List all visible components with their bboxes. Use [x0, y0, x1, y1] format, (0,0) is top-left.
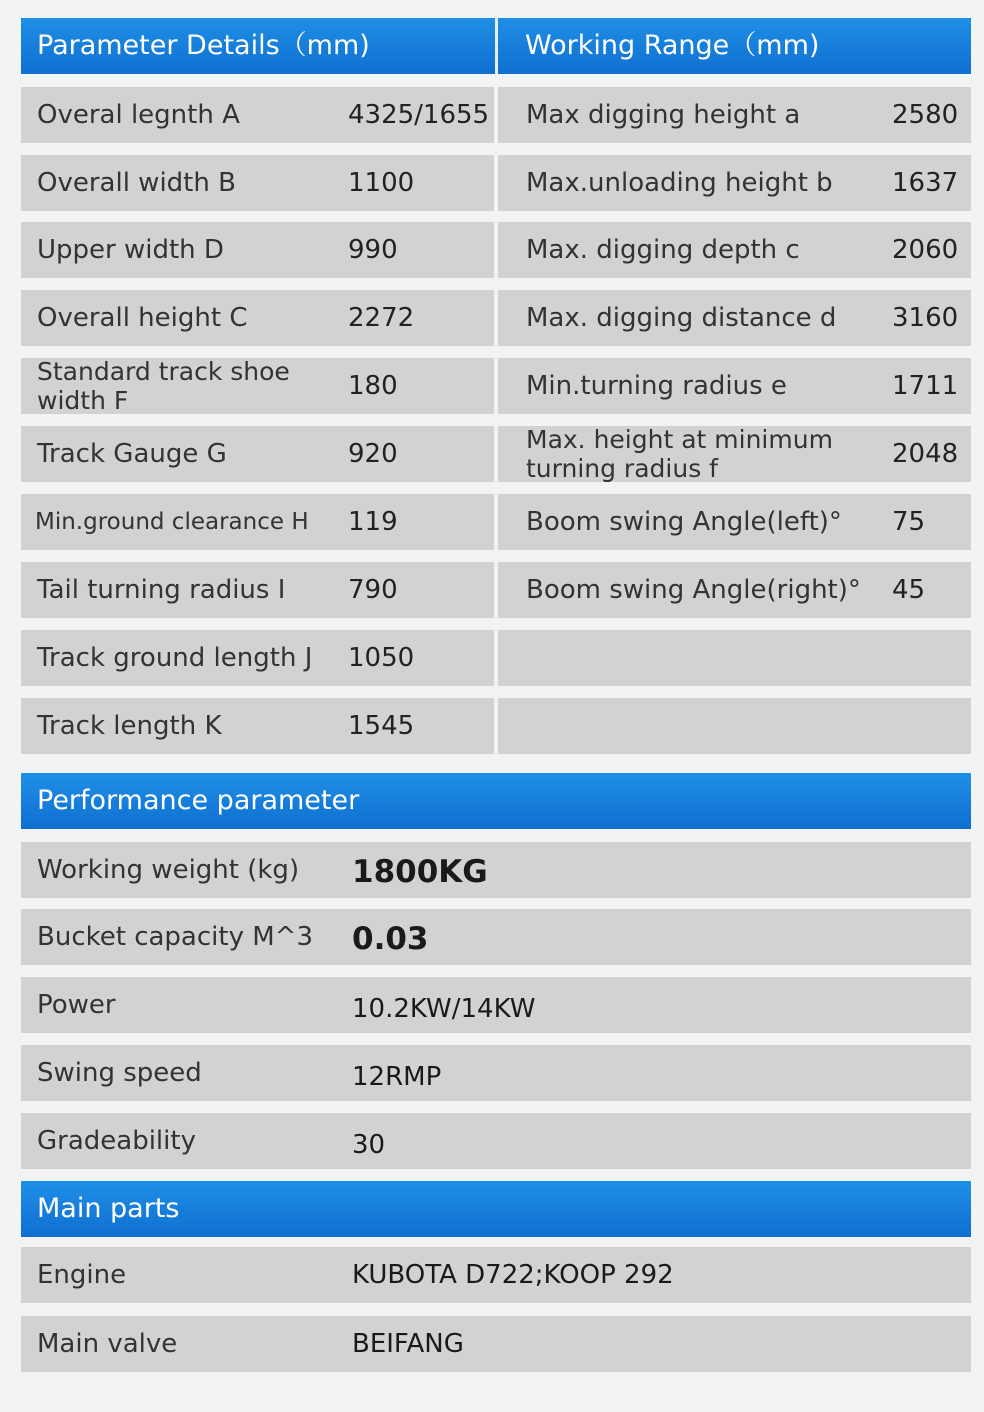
part-value: KUBOTA D722;KOOP 292	[352, 1260, 674, 1290]
param-value: 180	[348, 371, 398, 401]
perf-label: Swing speed	[37, 1058, 202, 1088]
performance-row	[21, 909, 971, 965]
full-cell	[21, 1247, 971, 1303]
full-cell	[21, 977, 971, 1033]
perf-label: Power	[37, 990, 116, 1020]
param-value: 1545	[348, 711, 415, 741]
part-value: BEIFANG	[352, 1329, 464, 1359]
perf-label: Bucket capacity M^3	[37, 922, 313, 952]
performance-row	[21, 1045, 971, 1101]
right-cell	[498, 426, 971, 482]
dimension-row	[21, 358, 971, 414]
range-value: 2580	[892, 100, 959, 130]
right-cell-empty	[498, 630, 971, 686]
performance-header: Performance parameter	[37, 785, 360, 816]
dimension-row	[21, 87, 971, 143]
right-cell	[498, 562, 971, 618]
param-value: 2272	[348, 303, 415, 333]
dimension-row	[21, 426, 971, 482]
right-cell	[498, 87, 971, 143]
range-value: 1711	[892, 371, 959, 401]
main-parts-row	[21, 1247, 971, 1303]
dimension-row	[21, 155, 971, 211]
range-value: 2048	[892, 439, 959, 469]
param-label: Track length K	[37, 711, 222, 741]
left-cell	[21, 358, 494, 414]
param-value: 1050	[348, 643, 415, 673]
perf-label: Gradeability	[37, 1126, 196, 1156]
perf-label: Working weight (kg)	[37, 855, 300, 885]
range-label: Boom swing Angle(left)°	[526, 507, 842, 537]
param-label: Min.ground clearance H	[35, 509, 309, 535]
working-range-header: Working Range（mm)	[525, 30, 820, 61]
param-value: 119	[348, 507, 398, 537]
perf-value: 12RMP	[352, 1062, 442, 1092]
range-label: Max digging height a	[526, 100, 801, 130]
param-label: Upper width D	[37, 235, 224, 265]
range-value: 2060	[892, 235, 959, 265]
param-value: 990	[348, 235, 398, 265]
main-parts-header-bar	[21, 1181, 971, 1237]
left-cell	[21, 87, 494, 143]
left-cell	[21, 222, 494, 278]
left-cell	[21, 630, 494, 686]
range-label: Max.unloading height b	[526, 168, 833, 198]
right-cell	[498, 290, 971, 346]
performance-header-bar	[21, 773, 971, 829]
left-cell	[21, 562, 494, 618]
part-label: Main valve	[37, 1329, 178, 1359]
param-value: 790	[348, 575, 398, 605]
main-parts-row	[21, 1316, 971, 1372]
perf-value: 10.2KW/14KW	[352, 994, 536, 1024]
param-value: 920	[348, 439, 398, 469]
part-label: Engine	[37, 1260, 127, 1290]
right-cell	[498, 222, 971, 278]
performance-row	[21, 842, 971, 898]
dimension-row	[21, 222, 971, 278]
range-value: 75	[892, 507, 926, 537]
right-cell	[498, 494, 971, 550]
param-label: Track ground length J	[37, 643, 313, 673]
left-cell	[21, 426, 494, 482]
param-label: Overal legnth A	[37, 100, 240, 130]
dimensions-header-bar	[21, 18, 971, 74]
full-cell	[21, 909, 971, 965]
dimension-row	[21, 630, 971, 686]
range-label: Max. digging depth c	[526, 235, 800, 265]
right-cell	[498, 358, 971, 414]
range-label: Max. digging distance d	[526, 303, 837, 333]
dimension-row	[21, 290, 971, 346]
dimension-row	[21, 698, 971, 754]
parameter-details-header: Parameter Details（mm)	[37, 30, 370, 61]
param-label: Standard track shoe width F	[37, 357, 290, 415]
param-label: Overall width B	[37, 168, 236, 198]
perf-value: 0.03	[352, 921, 429, 957]
range-value: 1637	[892, 168, 959, 198]
param-value: 1100	[348, 168, 415, 198]
left-cell	[21, 494, 494, 550]
right-cell	[498, 155, 971, 211]
range-value: 45	[892, 575, 926, 605]
range-label: Min.turning radius e	[526, 371, 787, 401]
main-parts-header: Main parts	[37, 1193, 180, 1224]
full-cell	[21, 1113, 971, 1169]
range-label: Max. height at minimum turning radius f	[526, 425, 833, 483]
range-label: Boom swing Angle(right)°	[526, 575, 861, 605]
performance-row	[21, 977, 971, 1033]
param-label: Tail turning radius I	[37, 575, 286, 605]
full-cell	[21, 842, 971, 898]
left-cell	[21, 698, 494, 754]
param-label: Overall height C	[37, 303, 248, 333]
performance-row	[21, 1113, 971, 1169]
left-cell	[21, 155, 494, 211]
dimension-row	[21, 494, 971, 550]
range-value: 3160	[892, 303, 959, 333]
header-divider	[495, 18, 498, 74]
right-cell-empty	[498, 698, 971, 754]
perf-value: 30	[352, 1130, 386, 1160]
perf-value: 1800KG	[352, 854, 488, 890]
dimension-row	[21, 562, 971, 618]
left-cell	[21, 290, 494, 346]
full-cell	[21, 1045, 971, 1101]
param-value: 4325/1655	[348, 100, 490, 130]
param-label: Track Gauge G	[37, 439, 227, 469]
full-cell	[21, 1316, 971, 1372]
